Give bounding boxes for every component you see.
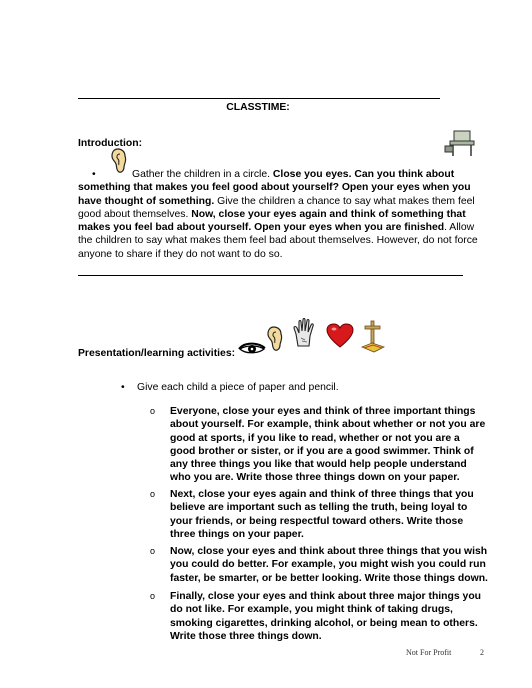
ear-icon	[266, 326, 286, 352]
sub-item-4: Finally, close your eyes and think about three major things you do not like. For example, you might think of taking drugs, smoking cigarettes, drinking alcohol, or being mean to others. Write those three things down.	[170, 591, 482, 642]
footer-note: Not For Profit	[406, 648, 452, 657]
sub-bullet-1: o	[150, 406, 156, 416]
middle-divider	[78, 275, 463, 276]
top-divider	[78, 98, 440, 99]
main-bullet: •	[121, 382, 125, 393]
intro-part-2: Close you eyes. Can you think about something that makes you feel good about yourself? Open your eyes when you have thought of something.	[78, 169, 471, 207]
presentation-heading: Presentation/learning activities:	[78, 348, 236, 359]
desk-icon	[444, 128, 478, 158]
intro-part-3: Give the children a chance to say what makes them feel good about themselves.	[78, 195, 475, 220]
main-item: Give each child a piece of paper and pencil.	[137, 382, 339, 393]
sub-bullet-2: o	[150, 489, 156, 499]
intro-part-4: Now, close your eyes again and think of something that makes you feel bad about yourself. Open your eyes when you are finished	[78, 208, 466, 234]
section-title: CLASSTIME:	[226, 102, 290, 113]
intro-part-1: Gather the children in a circle.	[132, 169, 273, 180]
sub-item-1: Everyone, close your eyes and think of three important things about yourself. For example, think about whether or not you are good at sports, if you like to read, whether or not you are a good brother or sister, or if you are a good swimmer. Think of any three things you like that would help people understand who you are. Write those three things down on your paper.	[170, 406, 486, 484]
introduction-bullet: •	[92, 169, 96, 180]
hand-icon	[292, 318, 318, 348]
introduction-paragraph	[78, 168, 486, 261]
introduction-heading: Introduction:	[78, 138, 143, 149]
cross-bible-icon	[360, 320, 386, 354]
sub-item-2: Next, close your eyes again and think of three things that you believe are important such as telling the truth, being loyal to your friends, or being respectful toward others. Write those three things on your paper.	[170, 489, 474, 540]
page-number: 2	[480, 648, 484, 657]
sub-bullet-3: o	[150, 546, 156, 556]
intro-part-5: . Allow the children to say what makes them feel bad about themselves. However, do not force anyone to share if they do not want to do so.	[78, 222, 478, 260]
eye-icon	[238, 340, 266, 356]
sub-item-3: Now, close your eyes and think about three things that you wish you could do better. For example, you might wish you could run faster, be smarter, or be better looking. Write those things down.	[170, 546, 488, 584]
sub-bullet-4: o	[150, 591, 156, 601]
heart-icon	[326, 323, 354, 349]
